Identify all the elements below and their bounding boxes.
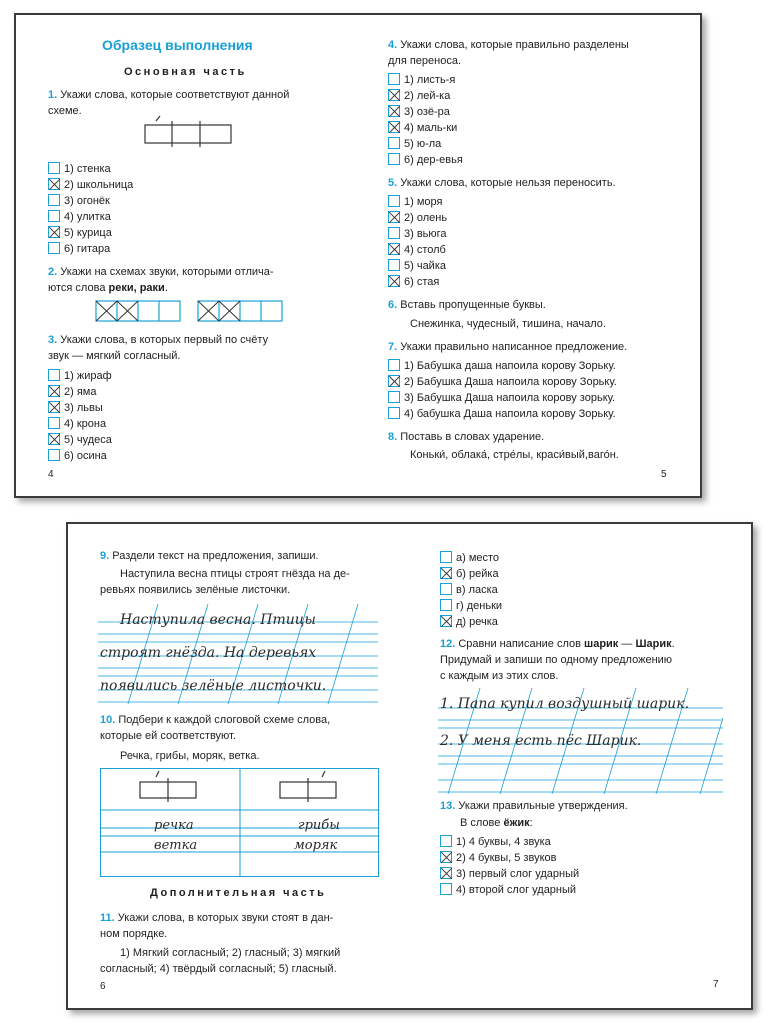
option-label: б) рейка: [456, 568, 499, 580]
option-label: 2) яма: [64, 386, 97, 398]
q4-text2: для переноса.: [388, 55, 462, 67]
q12-hand-line-1: 1. Папа купил воздушный шарик.: [440, 696, 690, 712]
q1-text: 1. Укажи слова, которые соответствуют данной: [48, 89, 290, 101]
empty-box-icon[interactable]: [388, 259, 400, 271]
option-label: 5) ю-ла: [404, 138, 442, 150]
q12-hand-line-2: 2. У меня есть пёс Шарик.: [440, 733, 642, 749]
option-row: [440, 834, 579, 850]
checked-box-icon[interactable]: [440, 567, 452, 579]
q6-answer: Снежинка, чудесный, тишина, начало.: [410, 318, 606, 330]
q12-text3: с каждым из этих слов.: [440, 670, 559, 682]
option-label: 2) школьница: [64, 179, 134, 191]
option-row: [440, 598, 502, 614]
option-row: [388, 274, 447, 290]
q10-text2: которые ей соответствуют.: [100, 730, 236, 742]
empty-box-icon[interactable]: [48, 449, 60, 461]
checked-box-icon[interactable]: [440, 851, 452, 863]
checked-box-icon[interactable]: [388, 375, 400, 387]
q2-text2: ются слова реки, раки.: [48, 282, 168, 294]
q11-text2: ном порядке.: [100, 928, 168, 940]
option-row: [48, 241, 133, 257]
empty-box-icon[interactable]: [440, 883, 452, 895]
checked-box-icon[interactable]: [388, 105, 400, 117]
checked-box-icon[interactable]: [388, 275, 400, 287]
option-label: 2) 4 буквы, 5 звуков: [456, 852, 557, 864]
q10-col2-word-2: моряк: [294, 838, 338, 853]
option-row: [48, 225, 133, 241]
q8-text: 8. Поставь в словах ударение.: [388, 431, 545, 443]
option-label: 6) осина: [64, 450, 107, 462]
option-label: 6) дер-евья: [404, 154, 463, 166]
option-label: 4) крона: [64, 418, 107, 430]
empty-box-icon[interactable]: [48, 210, 60, 222]
q9-text2: Наступила весна птицы строят гнёзда на де-: [120, 568, 350, 580]
q9-hand-line-3: появились зелёные листочки.: [100, 678, 327, 694]
checked-box-icon[interactable]: [388, 121, 400, 133]
q10-text: 10. Подбери к каждой слоговой схеме слова,: [100, 714, 331, 726]
checked-box-icon[interactable]: [48, 385, 60, 397]
empty-box-icon[interactable]: [48, 369, 60, 381]
q7-text: 7. Укажи правильно написанное предложение.: [388, 341, 628, 353]
option-label: 3) вьюга: [404, 228, 447, 240]
q9-hand-line-2: строят гнёзда. На деревьях: [100, 645, 317, 661]
section-title-2: Дополнительная часть: [150, 887, 327, 899]
option-row: [440, 882, 579, 898]
option-label: 5) чайка: [404, 260, 447, 272]
q12-text: 12. Сравни написание слов шарик — Шарик.: [440, 638, 675, 650]
q3-text: 3. Укажи слова, в которых первый по счёту: [48, 334, 269, 346]
option-label: 2) лей-ка: [404, 90, 451, 102]
section-title: Основная часть: [124, 66, 247, 78]
option-row: [388, 88, 463, 104]
option-row: [48, 400, 112, 416]
sample-heading: Образец выполнения: [102, 37, 253, 53]
option-label: 2) Бабушка Даша напоила корову Зорьку.: [404, 376, 617, 388]
q3-options: [48, 368, 112, 464]
q9-text: 9. Раздели текст на предложения, запиши.: [100, 550, 319, 562]
empty-box-icon[interactable]: [388, 195, 400, 207]
option-label: 1) жираф: [64, 370, 112, 382]
option-label: 3) львы: [64, 402, 103, 414]
q6-text: 6. Вставь пропущенные буквы.: [388, 299, 546, 311]
option-label: 3) огонёк: [64, 195, 110, 207]
empty-box-icon[interactable]: [388, 391, 400, 403]
option-row: [388, 258, 447, 274]
option-row: [388, 358, 617, 374]
q8-answer: Коньки́, облака́, стре́лы, краси́вый,ваго́н.: [410, 449, 619, 461]
q9-hand-line-1: Наступила весна. Птицы: [120, 612, 316, 628]
empty-box-icon[interactable]: [388, 137, 400, 149]
option-label: 5) курица: [64, 227, 112, 239]
option-label: г) деньки: [456, 600, 503, 612]
option-row: [48, 193, 133, 209]
option-row: [48, 432, 112, 448]
option-label: 3) первый слог ударный: [456, 868, 580, 880]
option-row: [388, 210, 447, 226]
checked-box-icon[interactable]: [48, 178, 60, 190]
option-label: 4) улитка: [64, 211, 111, 223]
option-row: [48, 448, 112, 464]
empty-box-icon[interactable]: [440, 599, 452, 611]
option-row: [48, 416, 112, 432]
option-row: [388, 390, 617, 406]
option-row: [48, 384, 112, 400]
empty-box-icon[interactable]: [388, 73, 400, 85]
q13-text2: В слове ёжик:: [460, 817, 533, 829]
option-label: 1) листь-я: [404, 74, 456, 86]
syllable-scheme: [142, 115, 234, 151]
option-label: 1) Бабушка даша напоила корову Зорьку.: [404, 360, 616, 372]
option-row: [388, 72, 463, 88]
option-row: [48, 161, 133, 177]
q10-col1-word-2: ветка: [154, 838, 198, 853]
sound-schemes: [94, 299, 284, 323]
option-label: 1) стенка: [64, 163, 111, 175]
empty-box-icon[interactable]: [388, 153, 400, 165]
option-label: 4) бабушка Даша напоила корову Зорьку.: [404, 408, 616, 420]
option-row: [440, 614, 502, 630]
option-row: [388, 194, 447, 210]
option-row: [440, 550, 502, 566]
q4-options: [388, 72, 463, 168]
checked-box-icon[interactable]: [440, 867, 452, 879]
checked-box-icon[interactable]: [388, 243, 400, 255]
page-number-6: 6: [100, 981, 106, 992]
option-row: [388, 374, 617, 390]
q10-col1-word-1: речка: [154, 818, 194, 833]
option-row: [388, 242, 447, 258]
option-label: в) ласка: [456, 584, 498, 596]
empty-box-icon[interactable]: [48, 194, 60, 206]
empty-box-icon[interactable]: [388, 227, 400, 239]
q11-text3: 1) Мягкий согласный; 2) гласный; 3) мягкий: [120, 947, 341, 959]
option-row: [388, 104, 463, 120]
empty-box-icon[interactable]: [48, 417, 60, 429]
option-row: [48, 209, 133, 225]
right-spread: [66, 522, 753, 1010]
q13-text: 13. Укажи правильные утверждения.: [440, 800, 628, 812]
q10-words: Речка, грибы, моряк, ветка.: [120, 750, 260, 762]
option-label: 4) маль-ки: [404, 122, 458, 134]
q13-options: [440, 834, 579, 898]
page-number-7: 7: [713, 979, 719, 990]
checked-box-icon[interactable]: [48, 433, 60, 445]
option-label: 4) второй слог ударный: [456, 884, 577, 896]
empty-box-icon[interactable]: [440, 551, 452, 563]
empty-box-icon[interactable]: [48, 162, 60, 174]
option-row: [388, 406, 617, 422]
q12-text2: Придумай и запиши по одному предложению: [440, 654, 673, 666]
option-row: [388, 136, 463, 152]
checked-box-icon[interactable]: [440, 615, 452, 627]
empty-box-icon[interactable]: [388, 359, 400, 371]
empty-box-icon[interactable]: [440, 583, 452, 595]
q10-col2-word-1: грибы: [298, 818, 340, 833]
option-label: а) место: [456, 552, 500, 564]
option-row: [440, 582, 502, 598]
option-row: [48, 368, 112, 384]
q4-text: 4. Укажи слова, которые правильно разделены: [388, 39, 629, 51]
page-number-4: 4: [48, 469, 54, 480]
option-label: 5) чудеса: [64, 434, 112, 446]
option-label: 6) стая: [404, 276, 440, 288]
option-label: 6) гитара: [64, 243, 111, 255]
option-label: 1) моря: [404, 196, 443, 208]
option-label: 3) Бабушка Даша напоила корову зорьку.: [404, 392, 616, 404]
q2-text: 2. Укажи на схемах звуки, которыми отлича-: [48, 266, 274, 278]
empty-box-icon[interactable]: [388, 407, 400, 419]
q11-text: 11. Укажи слова, в которых звуки стоят в дан-: [100, 912, 334, 924]
option-row: [440, 850, 579, 866]
empty-box-icon[interactable]: [440, 835, 452, 847]
q9-text3: ревьях появились зелёные листочки.: [100, 584, 291, 596]
q5-options: [388, 194, 447, 290]
option-label: д) речка: [456, 616, 498, 628]
checked-box-icon[interactable]: [388, 211, 400, 223]
q3-text2: звук — мягкий согласный.: [48, 350, 181, 362]
checked-box-icon[interactable]: [388, 89, 400, 101]
option-label: 2) олень: [404, 212, 448, 224]
page-number-5: 5: [661, 469, 667, 480]
q1-options: [48, 161, 133, 257]
q11-options: [440, 550, 502, 630]
left-spread: [14, 13, 702, 498]
option-label: 3) озё-ра: [404, 106, 450, 118]
q11-text4: согласный; 4) твёрдый согласный; 5) гласный.: [100, 963, 337, 975]
option-label: 1) 4 буквы, 4 звука: [456, 836, 551, 848]
option-row: [388, 120, 463, 136]
empty-box-icon[interactable]: [48, 242, 60, 254]
option-row: [440, 566, 502, 582]
checked-box-icon[interactable]: [48, 226, 60, 238]
q7-options: [388, 358, 617, 422]
option-row: [48, 177, 133, 193]
q1-text2: схеме.: [48, 105, 82, 117]
option-row: [440, 866, 579, 882]
option-row: [388, 152, 463, 168]
q5-text: 5. Укажи слова, которые нельзя переносить.: [388, 177, 616, 189]
option-row: [388, 226, 447, 242]
option-label: 4) столб: [404, 244, 446, 256]
checked-box-icon[interactable]: [48, 401, 60, 413]
